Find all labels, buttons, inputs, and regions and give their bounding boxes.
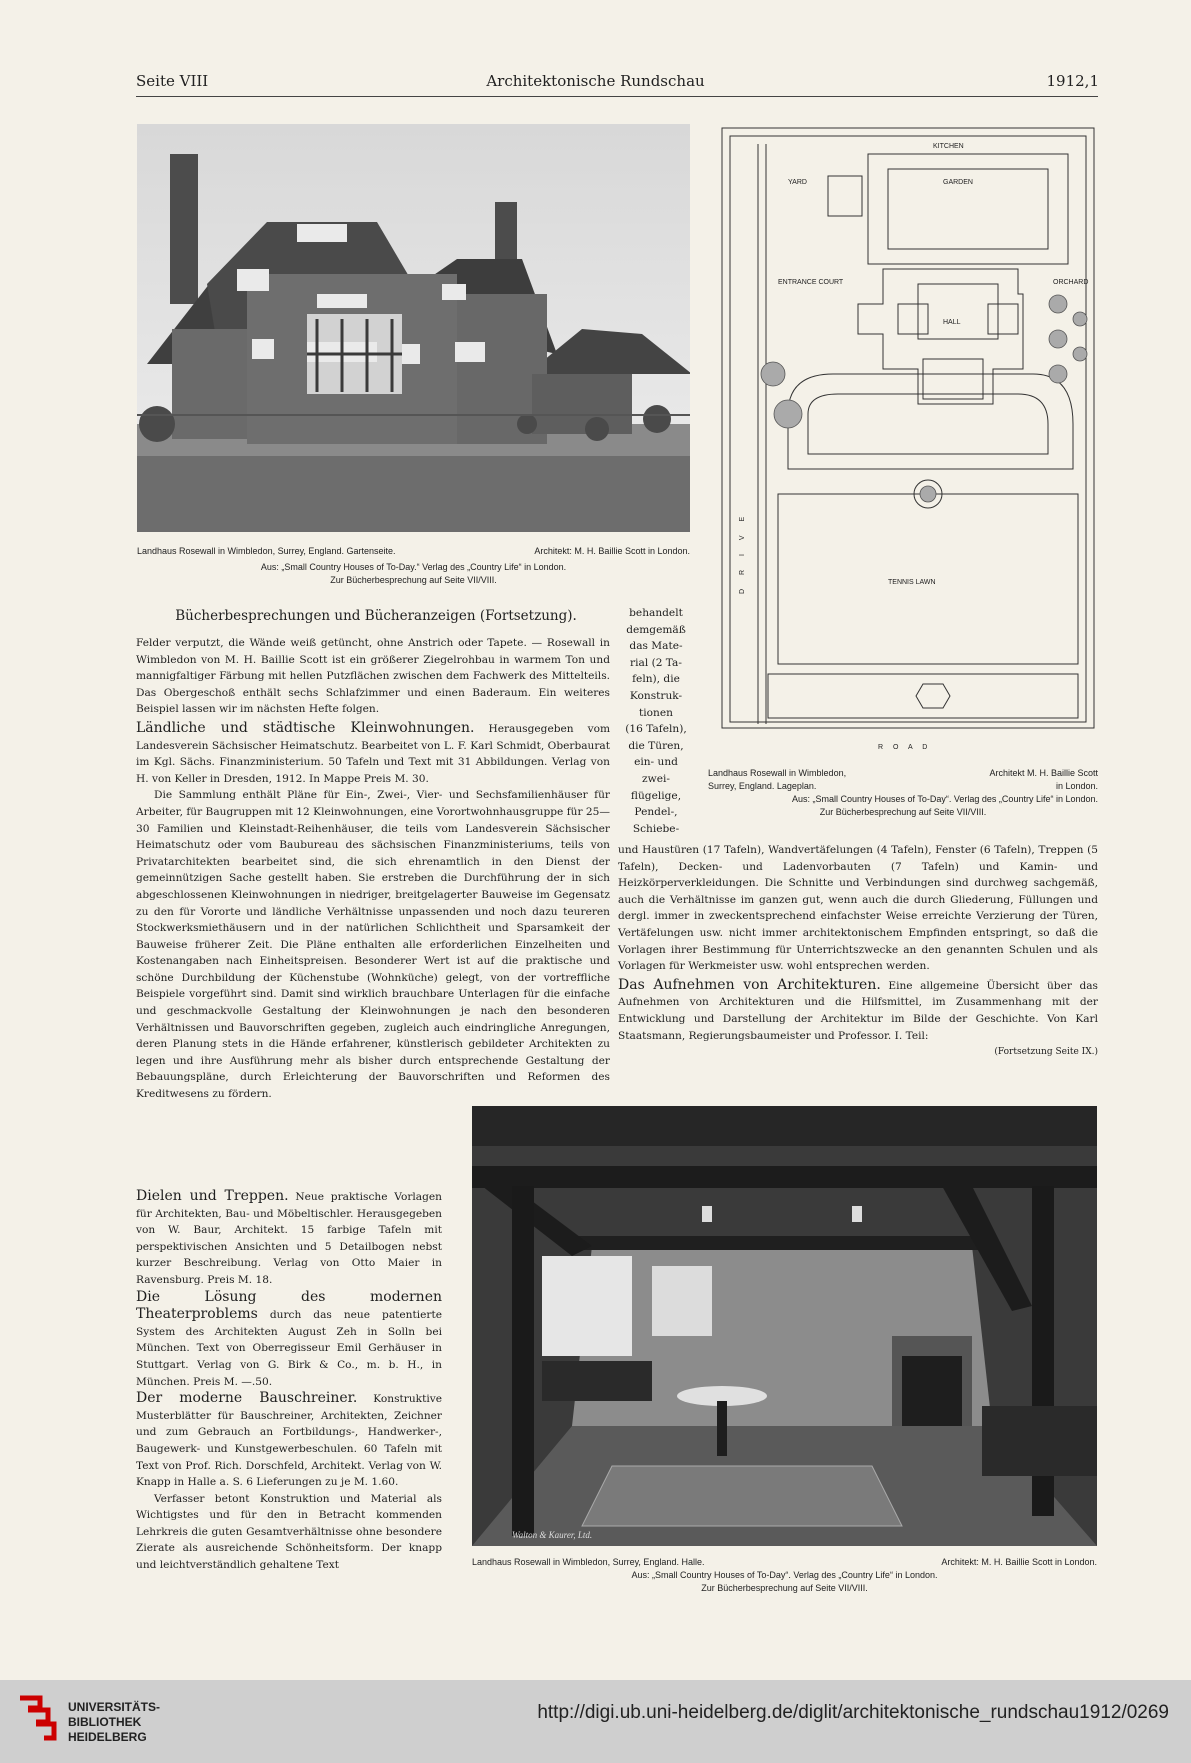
plan-caption-left1: Landhaus Rosewall in Wimbledon,	[708, 768, 847, 778]
label-orchard: ORCHARD	[1053, 279, 1089, 286]
photo1-caption-source: Aus: „Small Country Houses of To-Day.“ Verlag des „Country Life“ in London.	[260, 562, 567, 572]
plan-caption	[708, 767, 1098, 819]
photo1-caption	[137, 545, 690, 587]
house-illustration	[137, 124, 690, 532]
photo-credit: Walton & Kaurer, Ltd.	[512, 1530, 593, 1540]
narrow-line: behandelt	[629, 607, 683, 619]
house-garden-photo	[137, 124, 690, 532]
review-heading: Der moderne Bauschreiner.	[136, 1390, 358, 1407]
page-number: Seite VIII	[136, 72, 209, 90]
journal-title: Architektonische Rundschau	[486, 72, 705, 90]
review-text: Neue praktische Vorlagen für Architekten, Bau- und Möbeltischler. Herausgegeben von W. Baur, Architekt. 15 farbige Tafeln mit perspektivischen Ansichten und 5 Detailbogen nebst kurzer Beschreibung. Verlag von Otto Maier in Ravensburg. Preis M. 18.	[136, 1191, 442, 1286]
label-drive: D R I V E	[739, 510, 746, 594]
library-line: HEIDELBERG	[68, 1730, 147, 1744]
photo1-caption-right: Architekt: M. H. Baillie Scott in London.	[534, 546, 690, 556]
hall-interior-photo	[472, 1106, 1097, 1546]
site-plan	[718, 124, 1098, 764]
review-heading: Das Aufnehmen von Architekturen.	[618, 976, 881, 993]
review-bauschreiner-body: Verfasser betont Konstruktion und Material als Wichtigstes und für den in Betracht kommenden Lehrkreis die guten Gesamtverhältnisse ohne besondere Zierate als ausreichende Schönheitsform. Der knapp und leichtverständlich gehaltene Text	[136, 1492, 442, 1572]
library-name	[68, 1700, 160, 1745]
left-column-upper	[136, 635, 610, 1103]
label-yard: YARD	[788, 179, 807, 186]
narrow-line: das Mate-	[629, 640, 683, 653]
photo2-caption-ref: Zur Bücherbesprechung auf Seite VII/VIII.	[701, 1583, 868, 1593]
review-text: Herausgegeben vom Landesverein Sächsischer Heimatschutz. Bearbeitet von L. F. Karl Schmidt, Oberbaurat im Kgl. Sächs. Finanzministerium. 50 Tafeln und Text mit 31 Abbildungen. Verlag von H. von Keller in Dresden, 1912. In Mappe Preis M. 30.	[136, 722, 610, 785]
plan-caption-left2: Surrey, England. Lageplan.	[708, 781, 817, 791]
narrow-line: die Türen,	[628, 739, 684, 752]
plan-caption-right	[989, 767, 1098, 793]
narrow-line: (16 Tafeln),	[625, 723, 687, 736]
review-kleinwohnungen	[136, 720, 610, 787]
narrow-column	[618, 605, 694, 837]
review-dielen	[136, 1188, 442, 1289]
right-column	[618, 842, 1098, 1061]
article-title: Bücherbesprechungen und Bücheranzeigen (Fortsetzung).	[175, 608, 577, 624]
review-kleinwohnungen-body: Die Sammlung enthält Pläne für Ein-, Zwei-, Vier- und Sechsfamilienhäuser für Arbeiter, für Baugruppen mit 12 Kleinwohnungen, eine Vorortwohnhausgruppe für 25—30 Familien und Kleinstadt-Reihenhäuser, die teils vom Landesverein Sächsischer Heimatschutz oder vom Baubureau des sächsischen Finanzministeriums, teils von Privatarchitekten bearbeitet sind, die sich ehrenamtlich in den Dienst der gemeinnützigen Sache gestellt haben. Sie erstreben die Durchführung der in sich abgeschlossenen Kleinwohnungen in niedriger, breitgelagerter Bauweise im Gegensatz zu den für Vororte und ländliche Verhältnisse unpassenden und noch dazu teureren Stockwerksmiethäusern und in der natürlichen Schlichtheit und Sparsamkeit der Bauweise früherer Zeit. Die Pläne enthalten alle erforderlichen Einzelheiten und Kostenangaben nach Einheitspreisen. Besonderer Wert ist auf die praktische und schöne Durchbildung der Küchenstube (Wohnküche) gelegt, von der vortreffliche Beispiele vorgeführt sind. Damit sind wirklich brauchbare Unterlagen für die einfache und geschmackvolle Gestaltung der Kleinwohnungen je nach den besonderen Verhältnissen und Bauvorschriften gegeben, zugleich auch eindringliche Anregungen, deren Planung stets in die Hände erfahrener, künstlerisch gebildeter Architekten zu legen und ihre Ausführung mehr als bisher durch entsprechende Gestaltung der Bebauungspläne, durch Erleichterung der Bauvorschriften und Reformen des Kreditwesens zu fördern.	[136, 789, 610, 1101]
left-column-lower	[136, 1188, 442, 1574]
photo2-caption-source: Aus: „Small Country Houses of To-Day“. Verlag des „Country Life“ in London.	[631, 1570, 938, 1580]
narrow-line: flügelige,	[630, 789, 682, 802]
plan-caption-ref: Zur Bücherbesprechung auf Seite VII/VIII.	[819, 807, 987, 817]
label-tennis-lawn: TENNIS LAWN	[888, 579, 936, 586]
paragraph-rosewall: Felder verputzt, die Wände weiß getüncht, ohne Anstrich oder Tapete. — Rosewall in Wimbledon von M. H. Baillie Scott ist ein größerer Ziegelrohbau in warmem Ton und mannigfaltiger Färbung mit hellen Putzflächen zwischen dem Fachwerk des Mittelteils. Das Obergeschoß enthält sechs Schlafzimmer und einen Baderaum. Ein weiteres Beispiel lassen wir im nächsten Hefte folgen.	[136, 637, 610, 716]
review-bauschreiner	[136, 1390, 442, 1491]
review-text: Eine allgemeine Übersicht über das Aufnehmen von Architekturen und die Hilfsmittel, im Zusammenhang mit der Entwicklung und Darstellung der Architektur im Bilde der Geschichte. Von Karl Staatsmann, Regierungsbaumeister und Professor. I. Teil:	[618, 979, 1098, 1042]
source-url-link[interactable]: http://digi.ub.uni-heidelberg.de/diglit/architektonische_rundschau1912/0269	[537, 1702, 1169, 1723]
narrow-line: ein- und	[634, 756, 678, 769]
year: 1912,1	[1046, 72, 1099, 90]
continuation-note: (Fortsetzung Seite IX.)	[994, 1047, 1098, 1058]
library-line: UNIVERSITÄTS-	[68, 1700, 161, 1714]
header-rule	[136, 96, 1098, 97]
photo2-caption-right: Architekt: M. H. Baillie Scott in London.	[941, 1557, 1097, 1567]
photo2-caption-left: Landhaus Rosewall in Wimbledon, Surrey, England. Halle.	[472, 1557, 705, 1567]
review-theater	[136, 1289, 442, 1391]
photo1-caption-ref: Zur Bücherbesprechung auf Seite VII/VIII.	[330, 575, 497, 585]
narrow-line: tionen	[639, 706, 673, 719]
label-entrance-court: ENTRANCE COURT	[778, 279, 844, 286]
narrow-line: Schiebe-	[632, 822, 680, 835]
hall-illustration	[472, 1106, 1097, 1546]
narrow-line: demgemäß	[626, 623, 686, 636]
plan-caption-source: Aus: „Small Country Houses of To-Day“. Verlag des „Country Life“ in London.	[792, 794, 1098, 804]
review-aufnehmen	[618, 977, 1098, 1044]
site-plan-drawing	[718, 124, 1098, 764]
library-logo-icon	[14, 1688, 58, 1752]
label-road: R O A D	[878, 744, 932, 751]
narrow-line: Konstruk-	[629, 689, 683, 702]
review-text: durch das neue patentierte System des Architekten August Zeh in Solln bei München. Text von Oberregisseur Emil Gerhäuser in Stuttgart. Verlag von G. Birk & Co., m. b. H., in München. Preis M. —.50.	[136, 1309, 442, 1388]
narrow-line: Pendel-,	[634, 806, 678, 819]
review-text: Konstruktive Musterblätter für Bauschreiner, Architekten, Zeichner und zum Gebrauch an Fortbildungs-, Handwerker-, Baugewerk- und Kunstgewerbeschulen. 60 Tafeln mit Text von Prof. Rich. Dorschfeld, Architekt. Verlag von W. Knapp in Halle a. S. 6 Lieferungen zu je M. 1.60.	[136, 1393, 442, 1489]
review-bauschreiner-cont: und Haustüren (17 Tafeln), Wandvertäfelungen (4 Tafeln), Fenster (6 Tafeln), Treppen (5 Tafeln), Decken- und Ladenvorbauten (7 Tafeln) und Kamin- und Heizkörperverkleidungen. Die Schnitte und Verbindungen sind durchweg sachgemäß, auch die Verhältnisse im ganzen gut, wenn auch die durch Gliederung, Füllungen und dergl. immer in zweckentsprechend einfachster Weise erreichte Verzierung der Türen, Vertäfelungen usw. nicht immer architektonischem Empfinden entspringt, so daß die Vorlagen ihrer Bestimmung für Unterrichtszwecke an den genannten Schulen und als Vorlagen für Werkmeister usw. wohl entsprechen werden.	[618, 844, 1098, 973]
plan-caption-right1: Architekt M. H. Baillie Scott	[989, 768, 1098, 778]
label-kitchen: KITCHEN	[933, 143, 964, 150]
narrow-line: rial (2 Ta-	[630, 656, 682, 669]
review-heading: Dielen und Treppen.	[136, 1188, 289, 1204]
narrow-line: feln), die	[632, 673, 680, 686]
photo2-caption	[472, 1556, 1097, 1595]
photo1-caption-left: Landhaus Rosewall in Wimbledon, Surrey, England. Gartenseite.	[137, 546, 396, 556]
narrow-line: zwei-	[642, 772, 670, 785]
review-heading: Die Lösung des modernen Theaterproblems	[136, 1288, 442, 1323]
review-heading: Ländliche und städtische Kleinwohnungen.	[136, 719, 475, 736]
label-garden: GARDEN	[943, 179, 973, 186]
label-hall: HALL	[943, 319, 961, 326]
plan-caption-right2: in London.	[1055, 781, 1098, 791]
library-line: BIBLIOTHEK	[68, 1715, 142, 1729]
